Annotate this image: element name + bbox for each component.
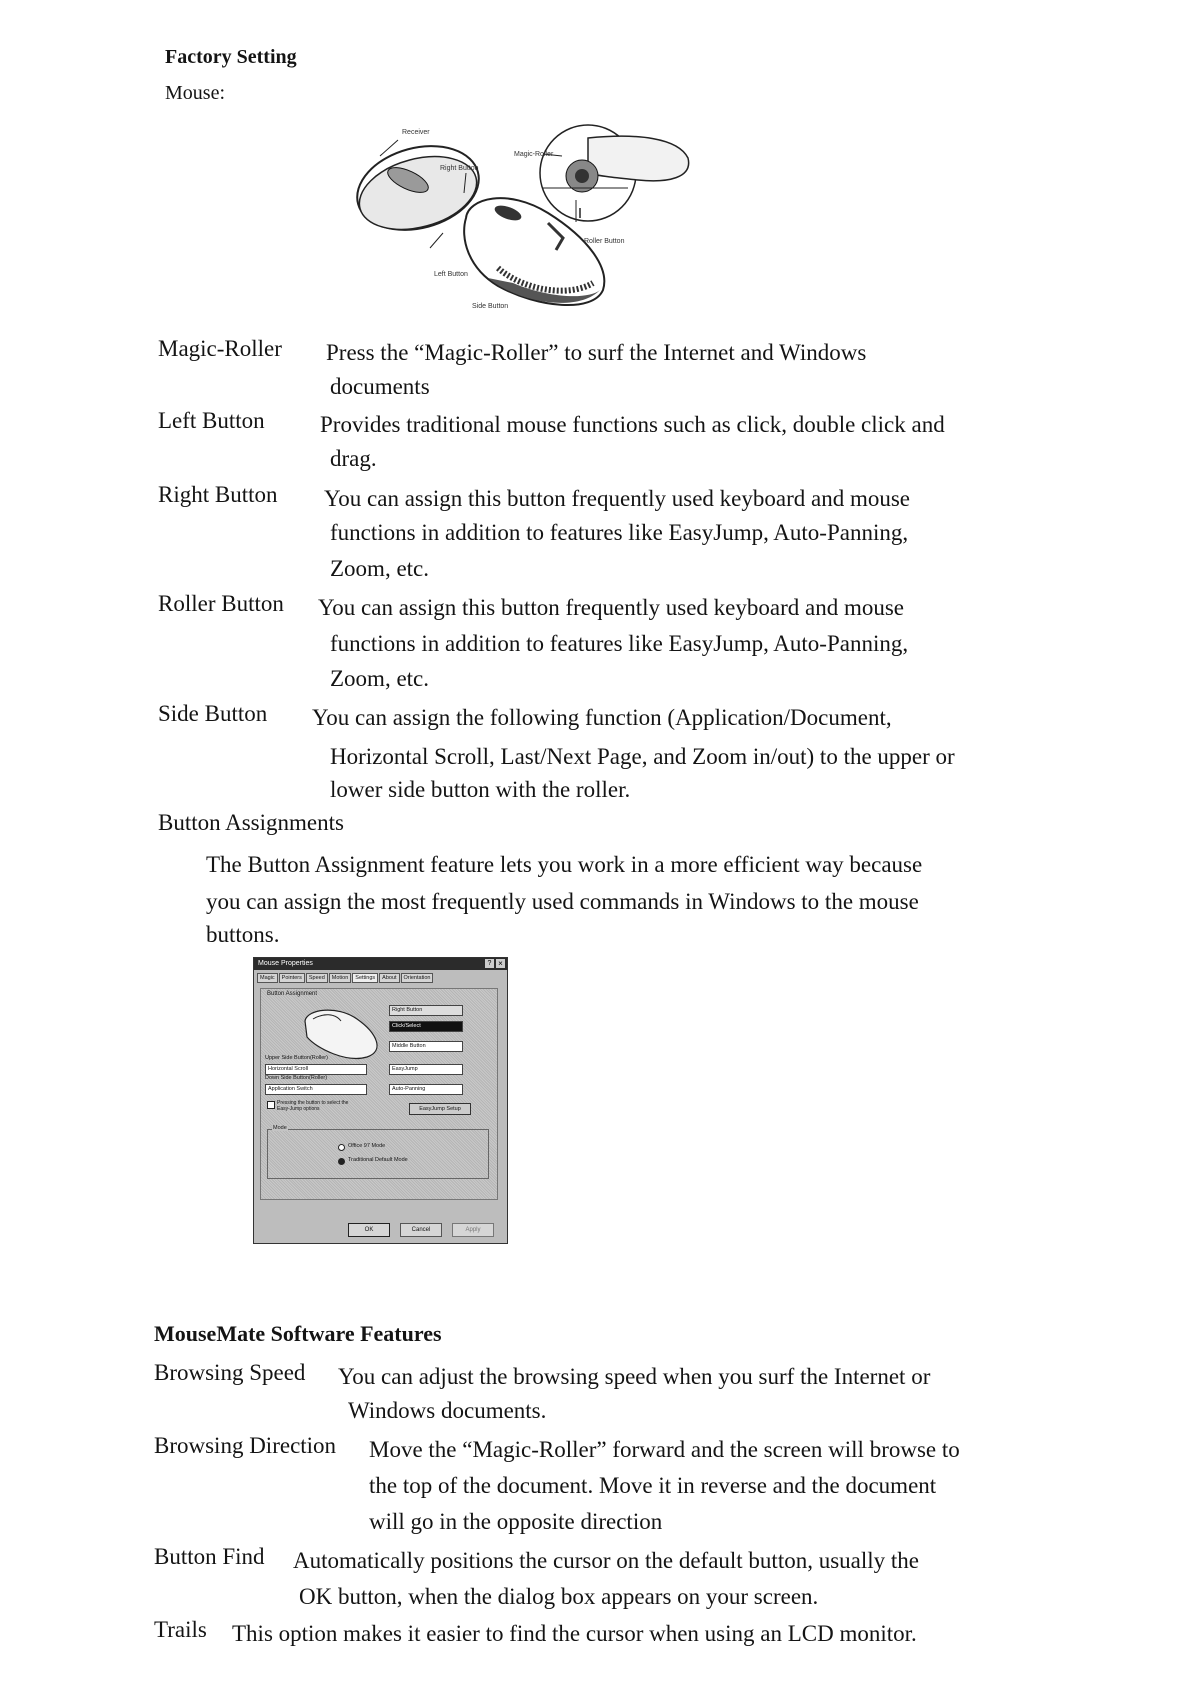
cancel-button[interactable]: Cancel [400, 1223, 442, 1237]
feature-line: Move the “Magic-Roller” forward and the screen will browse to [369, 1437, 960, 1462]
definition-line: You can assign the following function (Application/Document, [312, 705, 892, 730]
dropdown-top1[interactable]: Right Button [389, 1005, 463, 1016]
page-title: Factory Setting [165, 46, 297, 68]
definition-line: Zoom, etc. [330, 556, 429, 581]
checkbox-label: Pressing the button to select the Easy-Jump options [277, 1100, 349, 1112]
term-right-button: Right Button [158, 482, 278, 507]
feature-line: OK button, when the dialog box appears on your screen. [299, 1584, 819, 1609]
dropdown-middle[interactable]: Middle Button [389, 1041, 463, 1052]
section-heading-button-assignments: Button Assignments [158, 810, 344, 835]
apply-button[interactable]: Apply [452, 1223, 494, 1237]
definition-line: functions in addition to features like EasyJump, Auto-Panning, [330, 520, 909, 545]
radio-traditional[interactable] [338, 1158, 345, 1165]
easyjump-setup-button[interactable]: EasyJump Setup [409, 1103, 471, 1115]
term-side-button: Side Button [158, 701, 268, 726]
mode-label: Mode [273, 1125, 287, 1131]
label-receiver: Receiver [402, 129, 430, 136]
dialog-tabs [254, 970, 507, 983]
term-magic-roller: Magic-Roller [158, 336, 282, 361]
dialog-panel [260, 988, 498, 1200]
definition-line: lower side button with the roller. [330, 777, 631, 802]
magic-roller-magnifier-icon [540, 125, 689, 221]
feature-term: Trails [154, 1617, 207, 1642]
radio-office97[interactable] [338, 1144, 345, 1151]
definition-line: Press the “Magic-Roller” to surf the Internet and Windows [326, 340, 867, 365]
easyjump-checkbox[interactable] [267, 1101, 275, 1109]
feature-line: You can adjust the browsing speed when you surf the Internet or [338, 1364, 931, 1389]
dropdown-lower-side[interactable]: Application Switch [265, 1084, 367, 1095]
mouse-properties-dialog [253, 957, 508, 1244]
group-label: Button Assignment [267, 991, 318, 997]
term-left-button: Left Button [158, 408, 265, 433]
radio-traditional-label: Traditional Default Mode [348, 1157, 408, 1163]
radio-office97-label: Office 97 Mode [348, 1143, 386, 1149]
definition-line: documents [330, 374, 430, 399]
lower-side-label: Down Side Button(Roller) [265, 1075, 328, 1081]
tab-motion[interactable]: Motion [329, 973, 352, 983]
term-roller-button: Roller Button [158, 591, 284, 616]
feature-line: This option makes it easier to find the cursor when using an LCD monitor. [232, 1621, 917, 1646]
label-side-button: Side Button [472, 303, 509, 310]
feature-line: Automatically positions the cursor on the default button, usually the [293, 1548, 919, 1573]
definition-line: Provides traditional mouse functions such as click, double click and [320, 412, 945, 437]
paragraph-line: you can assign the most frequently used commands in Windows to the mouse [206, 889, 919, 914]
mode-group [267, 1125, 489, 1179]
paragraph-line: The Button Assignment feature lets you work in a more efficient way because [206, 852, 923, 877]
dropdown-upper-side[interactable]: Horizontal Scroll [265, 1064, 367, 1075]
definition-line: You can assign this button frequently used keyboard and mouse [324, 486, 910, 511]
help-button[interactable]: ? [485, 959, 494, 968]
definition-line: Horizontal Scroll, Last/Next Page, and Zoom in/out) to the upper or [330, 744, 955, 769]
dialog-titlebar [254, 958, 507, 970]
definition-line: You can assign this button frequently used keyboard and mouse [318, 595, 904, 620]
ok-button[interactable]: OK [348, 1223, 390, 1237]
dropdown-right-mid[interactable]: EasyJump [389, 1064, 463, 1075]
dropdown-top2[interactable]: Click/Select [389, 1021, 463, 1032]
definition-line: drag. [330, 446, 377, 471]
tab-orientation[interactable]: Orientation [401, 973, 434, 983]
definition-line: functions in addition to features like EasyJump, Auto-Panning, [330, 631, 909, 656]
feature-term: Browsing Speed [154, 1360, 306, 1385]
mouse-illustration [348, 118, 738, 318]
tab-magic[interactable]: Magic [257, 973, 278, 983]
label-right-button: Right Button [440, 165, 479, 172]
dialog-title: Mouse Properties [258, 960, 313, 967]
upper-side-label: Upper Side Button(Roller) [265, 1055, 328, 1061]
feature-line: Windows documents. [348, 1398, 547, 1423]
close-button[interactable]: × [496, 959, 505, 968]
tab-pointers[interactable]: Pointers [279, 973, 305, 983]
paragraph-line: buttons. [206, 922, 280, 947]
tab-speed[interactable]: Speed [306, 973, 328, 983]
feature-term: Browsing Direction [154, 1433, 337, 1458]
feature-term: Button Find [154, 1544, 265, 1569]
label-magic-roller: Magic-Roller [514, 151, 554, 158]
tab-about[interactable]: About [379, 973, 399, 983]
tab-settings[interactable]: Settings [352, 973, 378, 983]
definition-line: Zoom, etc. [330, 666, 429, 691]
feature-line: will go in the opposite direction [369, 1509, 663, 1534]
label-left-button: Left Button [434, 271, 468, 278]
page-subtitle: Mouse: [165, 82, 225, 104]
feature-line: the top of the document. Move it in reverse and the document [369, 1473, 937, 1498]
section-heading-software-features: MouseMate Software Features [154, 1321, 442, 1346]
dropdown-right-low[interactable]: Auto-Panning [389, 1084, 463, 1095]
mouse-thumbnail-icon [297, 1001, 387, 1061]
label-roller-button: Roller Button [584, 238, 625, 245]
